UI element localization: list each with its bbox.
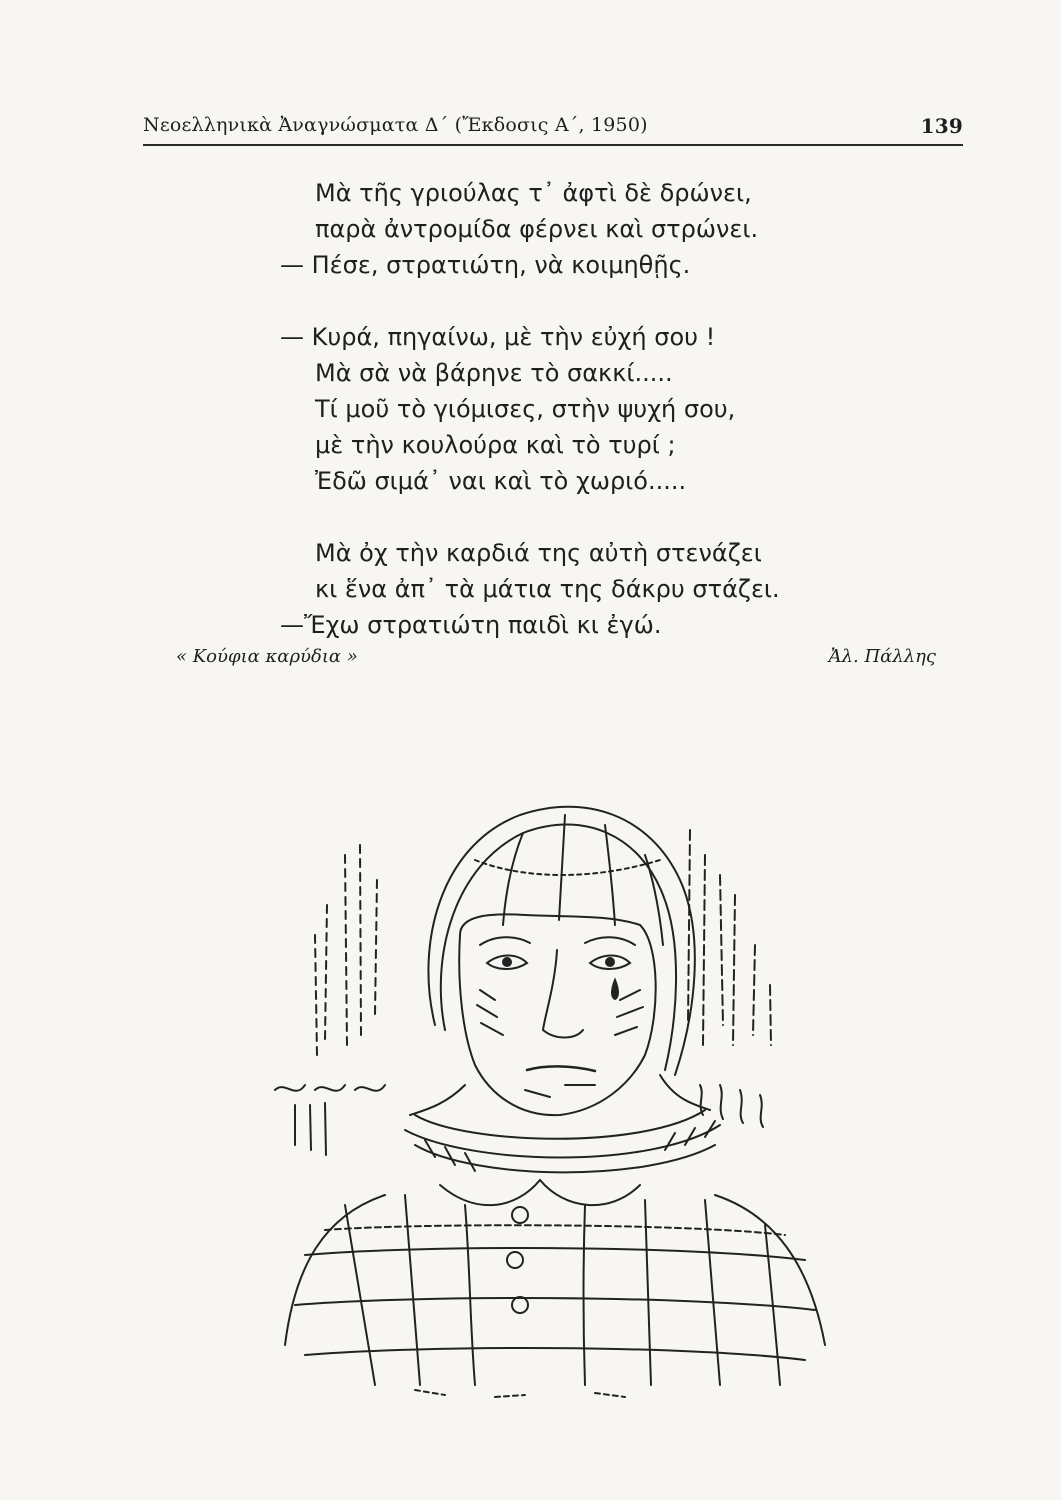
poem-line: Μὰ ὀχ τὴν καρδιά της αὐτὴ στενάζει xyxy=(315,539,762,567)
poem-line: μὲ τὴν κουλούρα καὶ τὸ τυρί ; xyxy=(315,431,676,459)
stanza-2 xyxy=(280,319,900,499)
stanza-3 xyxy=(280,535,900,643)
header-rule xyxy=(143,144,963,146)
old-woman-illustration xyxy=(265,785,845,1405)
poem-line: κι ἕνα ἀπ᾽ τὰ μάτια της δάκρυ στάζει. xyxy=(315,575,780,603)
running-header xyxy=(143,112,963,142)
poem-line: Τί μοῦ τὸ γιόμισες, στὴν ψυχή σου, xyxy=(315,395,736,423)
poem-line: — Κυρά, πηγαίνω, μὲ τὴν εὐχή σου ! xyxy=(280,323,716,351)
poem-line: — Πέσε, στρατιώτη, νὰ κοιμηθῇς. xyxy=(280,251,691,279)
poem-line: —Ἔχω στρατιώτη παιδὶ κι ἐγώ. xyxy=(280,611,662,639)
stanza-1 xyxy=(280,175,900,283)
poem-line: Μὰ σὰ νὰ βάρηνε τὸ σακκί..... xyxy=(315,359,673,387)
poem-line: παρὰ ἀντρομίδα φέρνει καὶ στρώνει. xyxy=(315,215,759,243)
author-credit: Ἀλ. Πάλλης xyxy=(828,646,936,667)
source-credit: « Κούφια καρύδια » xyxy=(176,646,358,667)
page-number: 139 xyxy=(920,114,963,138)
poem-line: Μὰ τῆς γριούλας τ᾽ ἀφτὶ δὲ δρώνει, xyxy=(315,179,752,207)
poem xyxy=(280,175,900,643)
poem-line: Ἐδῶ σιμά᾽ ναι καὶ τὸ χωριό..... xyxy=(315,467,687,495)
header-title: Νεοελληνικὰ Ἀναγνώσματα Δ΄ (Ἔκδοσις Α΄, 1950) xyxy=(143,114,648,136)
